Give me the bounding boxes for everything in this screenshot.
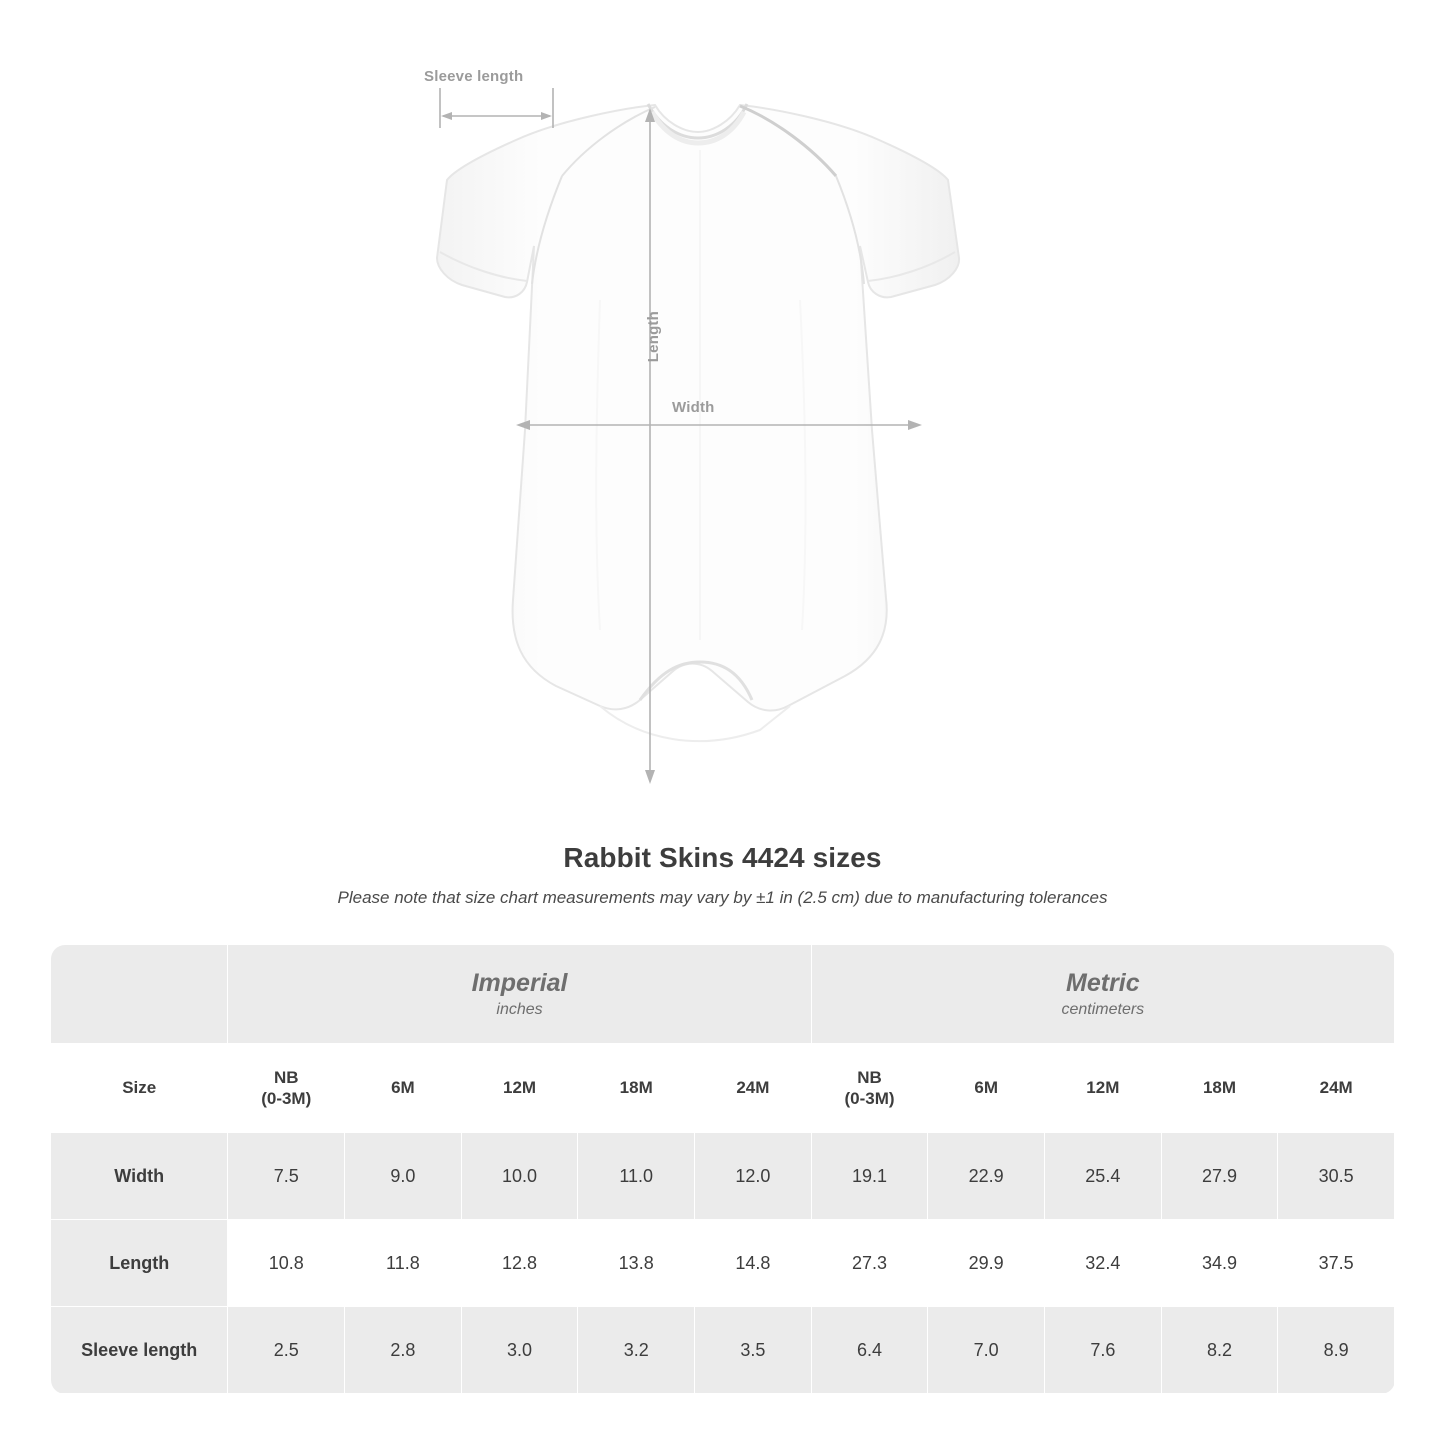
column-header-imperial-18m: 18M: [578, 1044, 695, 1133]
cell-width-metric-24m: 30.5: [1278, 1133, 1395, 1220]
row-label-width: Width: [51, 1133, 228, 1220]
cell-length-imperial-18m: 13.8: [578, 1220, 695, 1307]
unit-group-imperial: [228, 945, 811, 1044]
column-header-imperial-6m: 6M: [345, 1044, 462, 1133]
cell-sleeve-metric-12m: 7.6: [1045, 1307, 1162, 1394]
column-header-metric-12m: 12M: [1045, 1044, 1162, 1133]
tolerance-note: Please note that size chart measurements may vary by ±1 in (2.5 cm) due to manufacturing tolerances: [337, 888, 1108, 907]
column-header-metric-nb-main: NB: [857, 1067, 882, 1087]
cell-length-imperial-nb: 10.8: [228, 1220, 345, 1307]
cell-length-metric-6m: 29.9: [928, 1220, 1045, 1307]
width-label: Width: [672, 399, 715, 416]
column-header-metric-18m: 18M: [1161, 1044, 1278, 1133]
size-chart-table-wrapper: [50, 944, 1395, 1394]
unit-group-imperial-title: Imperial: [471, 968, 568, 997]
column-header-imperial-nb: [228, 1044, 345, 1133]
row-label-sleeve-length: Sleeve length: [51, 1307, 228, 1394]
cell-sleeve-metric-24m: 8.9: [1278, 1307, 1395, 1394]
cell-sleeve-imperial-24m: 3.5: [695, 1307, 812, 1394]
cell-sleeve-metric-18m: 8.2: [1161, 1307, 1278, 1394]
cell-length-metric-24m: 37.5: [1278, 1220, 1395, 1307]
cell-sleeve-metric-6m: 7.0: [928, 1307, 1045, 1394]
page-title: Rabbit Skins 4424 sizes: [563, 842, 882, 873]
cell-length-imperial-12m: 12.8: [461, 1220, 578, 1307]
column-header-metric-24m: 24M: [1278, 1044, 1395, 1133]
sleeve-length-label: Sleeve length: [424, 68, 524, 85]
column-header-row: [51, 1044, 1395, 1133]
cell-sleeve-imperial-12m: 3.0: [461, 1307, 578, 1394]
sleeve-length-dimension: [440, 88, 553, 128]
unit-group-metric: [811, 945, 1394, 1044]
unit-group-row: [51, 945, 1395, 1044]
column-header-imperial-nb-main: NB: [273, 1067, 299, 1087]
size-chart-table: [50, 944, 1395, 1394]
cell-length-metric-18m: 34.9: [1161, 1220, 1278, 1307]
cell-length-imperial-24m: 14.8: [695, 1220, 812, 1307]
cell-width-metric-6m: 22.9: [928, 1133, 1045, 1220]
table-row: [51, 1133, 1395, 1220]
cell-width-imperial-12m: 10.0: [461, 1133, 578, 1220]
column-header-imperial-12m: 12M: [461, 1044, 578, 1133]
cell-width-metric-18m: 27.9: [1161, 1133, 1278, 1220]
cell-sleeve-metric-nb: 6.4: [811, 1307, 928, 1394]
table-row: [51, 1307, 1395, 1394]
column-header-metric-nb-sub: (0-3M): [844, 1089, 895, 1108]
column-header-metric-nb: [811, 1044, 928, 1133]
chart-header: [0, 842, 1445, 908]
cell-width-imperial-18m: 11.0: [578, 1133, 695, 1220]
cell-length-imperial-6m: 11.8: [345, 1220, 462, 1307]
unit-group-blank: [51, 945, 228, 1044]
cell-width-imperial-nb: 7.5: [228, 1133, 345, 1220]
bottom-hem: [600, 706, 790, 741]
column-header-metric-6m: 6M: [928, 1044, 1045, 1133]
cell-width-metric-nb: 19.1: [811, 1133, 928, 1220]
cell-length-metric-12m: 32.4: [1045, 1220, 1162, 1307]
column-header-imperial-nb-sub: (0-3M): [261, 1089, 312, 1108]
cell-width-imperial-24m: 12.0: [695, 1133, 812, 1220]
cell-length-metric-nb: 27.3: [811, 1220, 928, 1307]
cell-sleeve-imperial-18m: 3.2: [578, 1307, 695, 1394]
table-row: [51, 1220, 1395, 1307]
cell-width-imperial-6m: 9.0: [345, 1133, 462, 1220]
column-header-imperial-24m: 24M: [695, 1044, 812, 1133]
column-header-size: Size: [51, 1044, 228, 1133]
unit-group-metric-title: Metric: [1066, 968, 1140, 997]
unit-group-metric-sub: centimeters: [1061, 1001, 1145, 1019]
row-label-length: Length: [51, 1220, 228, 1307]
unit-group-imperial-sub: inches: [496, 1001, 543, 1019]
cell-sleeve-imperial-nb: 2.5: [228, 1307, 345, 1394]
length-label: Length: [645, 311, 662, 363]
cell-sleeve-imperial-6m: 2.8: [345, 1307, 462, 1394]
cell-width-metric-12m: 25.4: [1045, 1133, 1162, 1220]
